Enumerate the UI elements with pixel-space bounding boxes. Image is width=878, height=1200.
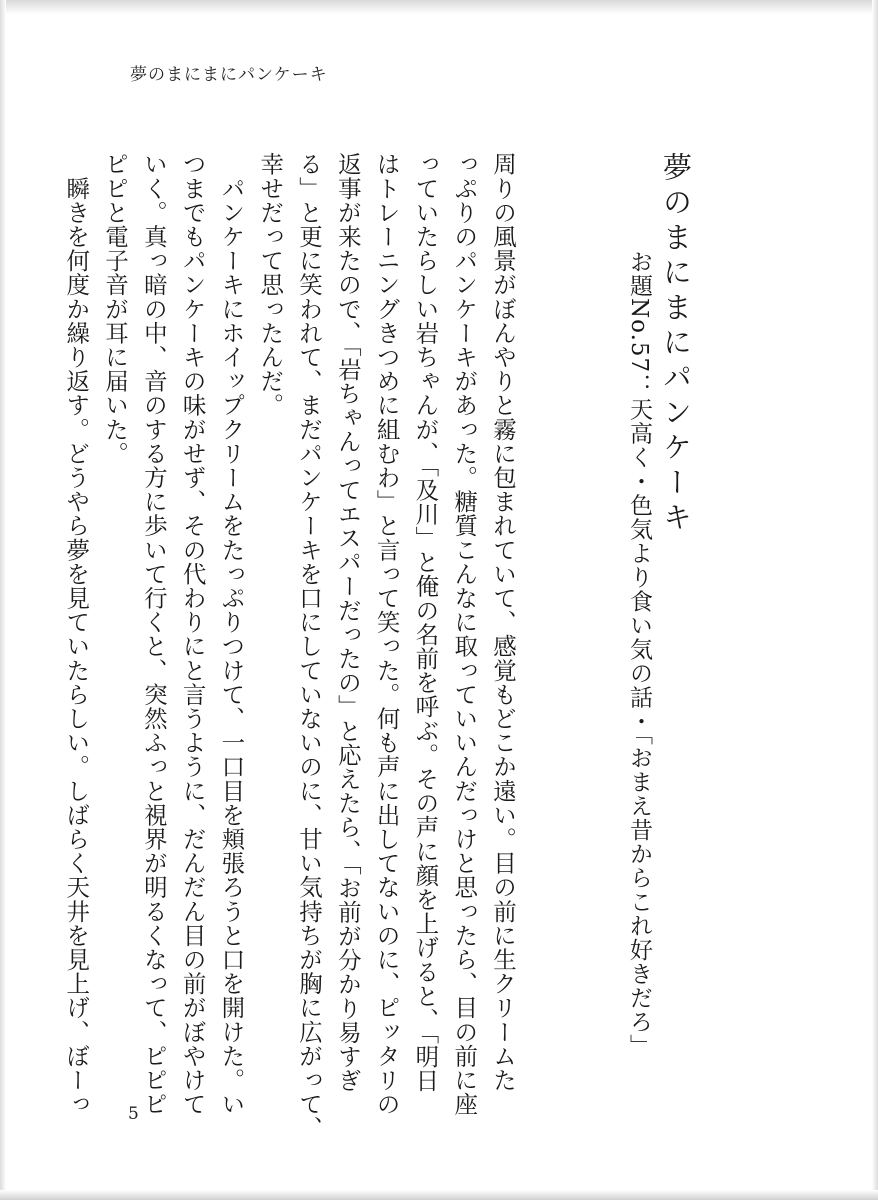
page-edge-shadow-left — [0, 0, 6, 1200]
body-line: 幸せだって思ったんだ。 — [256, 152, 285, 418]
body-line: っていたらしい岩ちゃんが、「及川」と俺の名前を呼ぶ。その声に顔を上げると、「明日 — [411, 152, 440, 1093]
body-line: 周りの風景がぼんやりと霧に包まれていて、感覚もどこか遠い。目の前に生クリームた — [489, 152, 517, 1092]
page-edge-shadow-top — [0, 0, 878, 14]
body-line: つまでもパンケーキの味がせず、その代わりにと言うように、だんだん目の前がぼやけて — [178, 152, 207, 1116]
body-line: はトレーニングきつめに組むわ」と言って笑った。何も声に出してないのに、ピッタリの — [372, 152, 401, 1116]
body-line: っぷりのパンケーキがあった。糖質こんなに取っていいんだっけと思ったら、目の前に座 — [450, 152, 479, 1116]
body-line: 瞬きを何度か繰り返す。どうやら夢を見ていたらしい。しばらく天井を見上げ、ぼーっ — [62, 152, 91, 1116]
body-line: 返事が来たので、「岩ちゃんってエスパーだったの」と応えたら、「お前が分かり易すぎ — [333, 152, 362, 1093]
body-text — [56, 152, 522, 1141]
story-subtitle: お題No.57：天高く・色気より食い気の話・「おまえ昔からこれ好きだろ」 — [626, 250, 652, 1058]
running-header: 夢のまにまにパンケーキ — [130, 65, 328, 85]
body-line: る」と更に笑われて、まだパンケーキを口にしていないのに、甘い気持ちが胸に広がって、 — [295, 152, 324, 1141]
page-number: 5 — [128, 1104, 139, 1124]
page-edge-shadow-bottom — [0, 1190, 878, 1200]
body-line: ピピと電子音が耳に届いた。 — [101, 152, 130, 466]
body-line: いく。真っ暗の中、音のする方に歩いて行くと、突然ふっと視界が明るくなって、ピピピ — [139, 152, 168, 1116]
story-title: 夢のまにまにパンケーキ — [659, 152, 693, 537]
body-line: パンケーキにホイップクリームをたっぷりつけて、一口目を頬張ろうと口を開けた。い — [217, 152, 246, 1116]
page-edge-shadow-right — [872, 0, 878, 1200]
